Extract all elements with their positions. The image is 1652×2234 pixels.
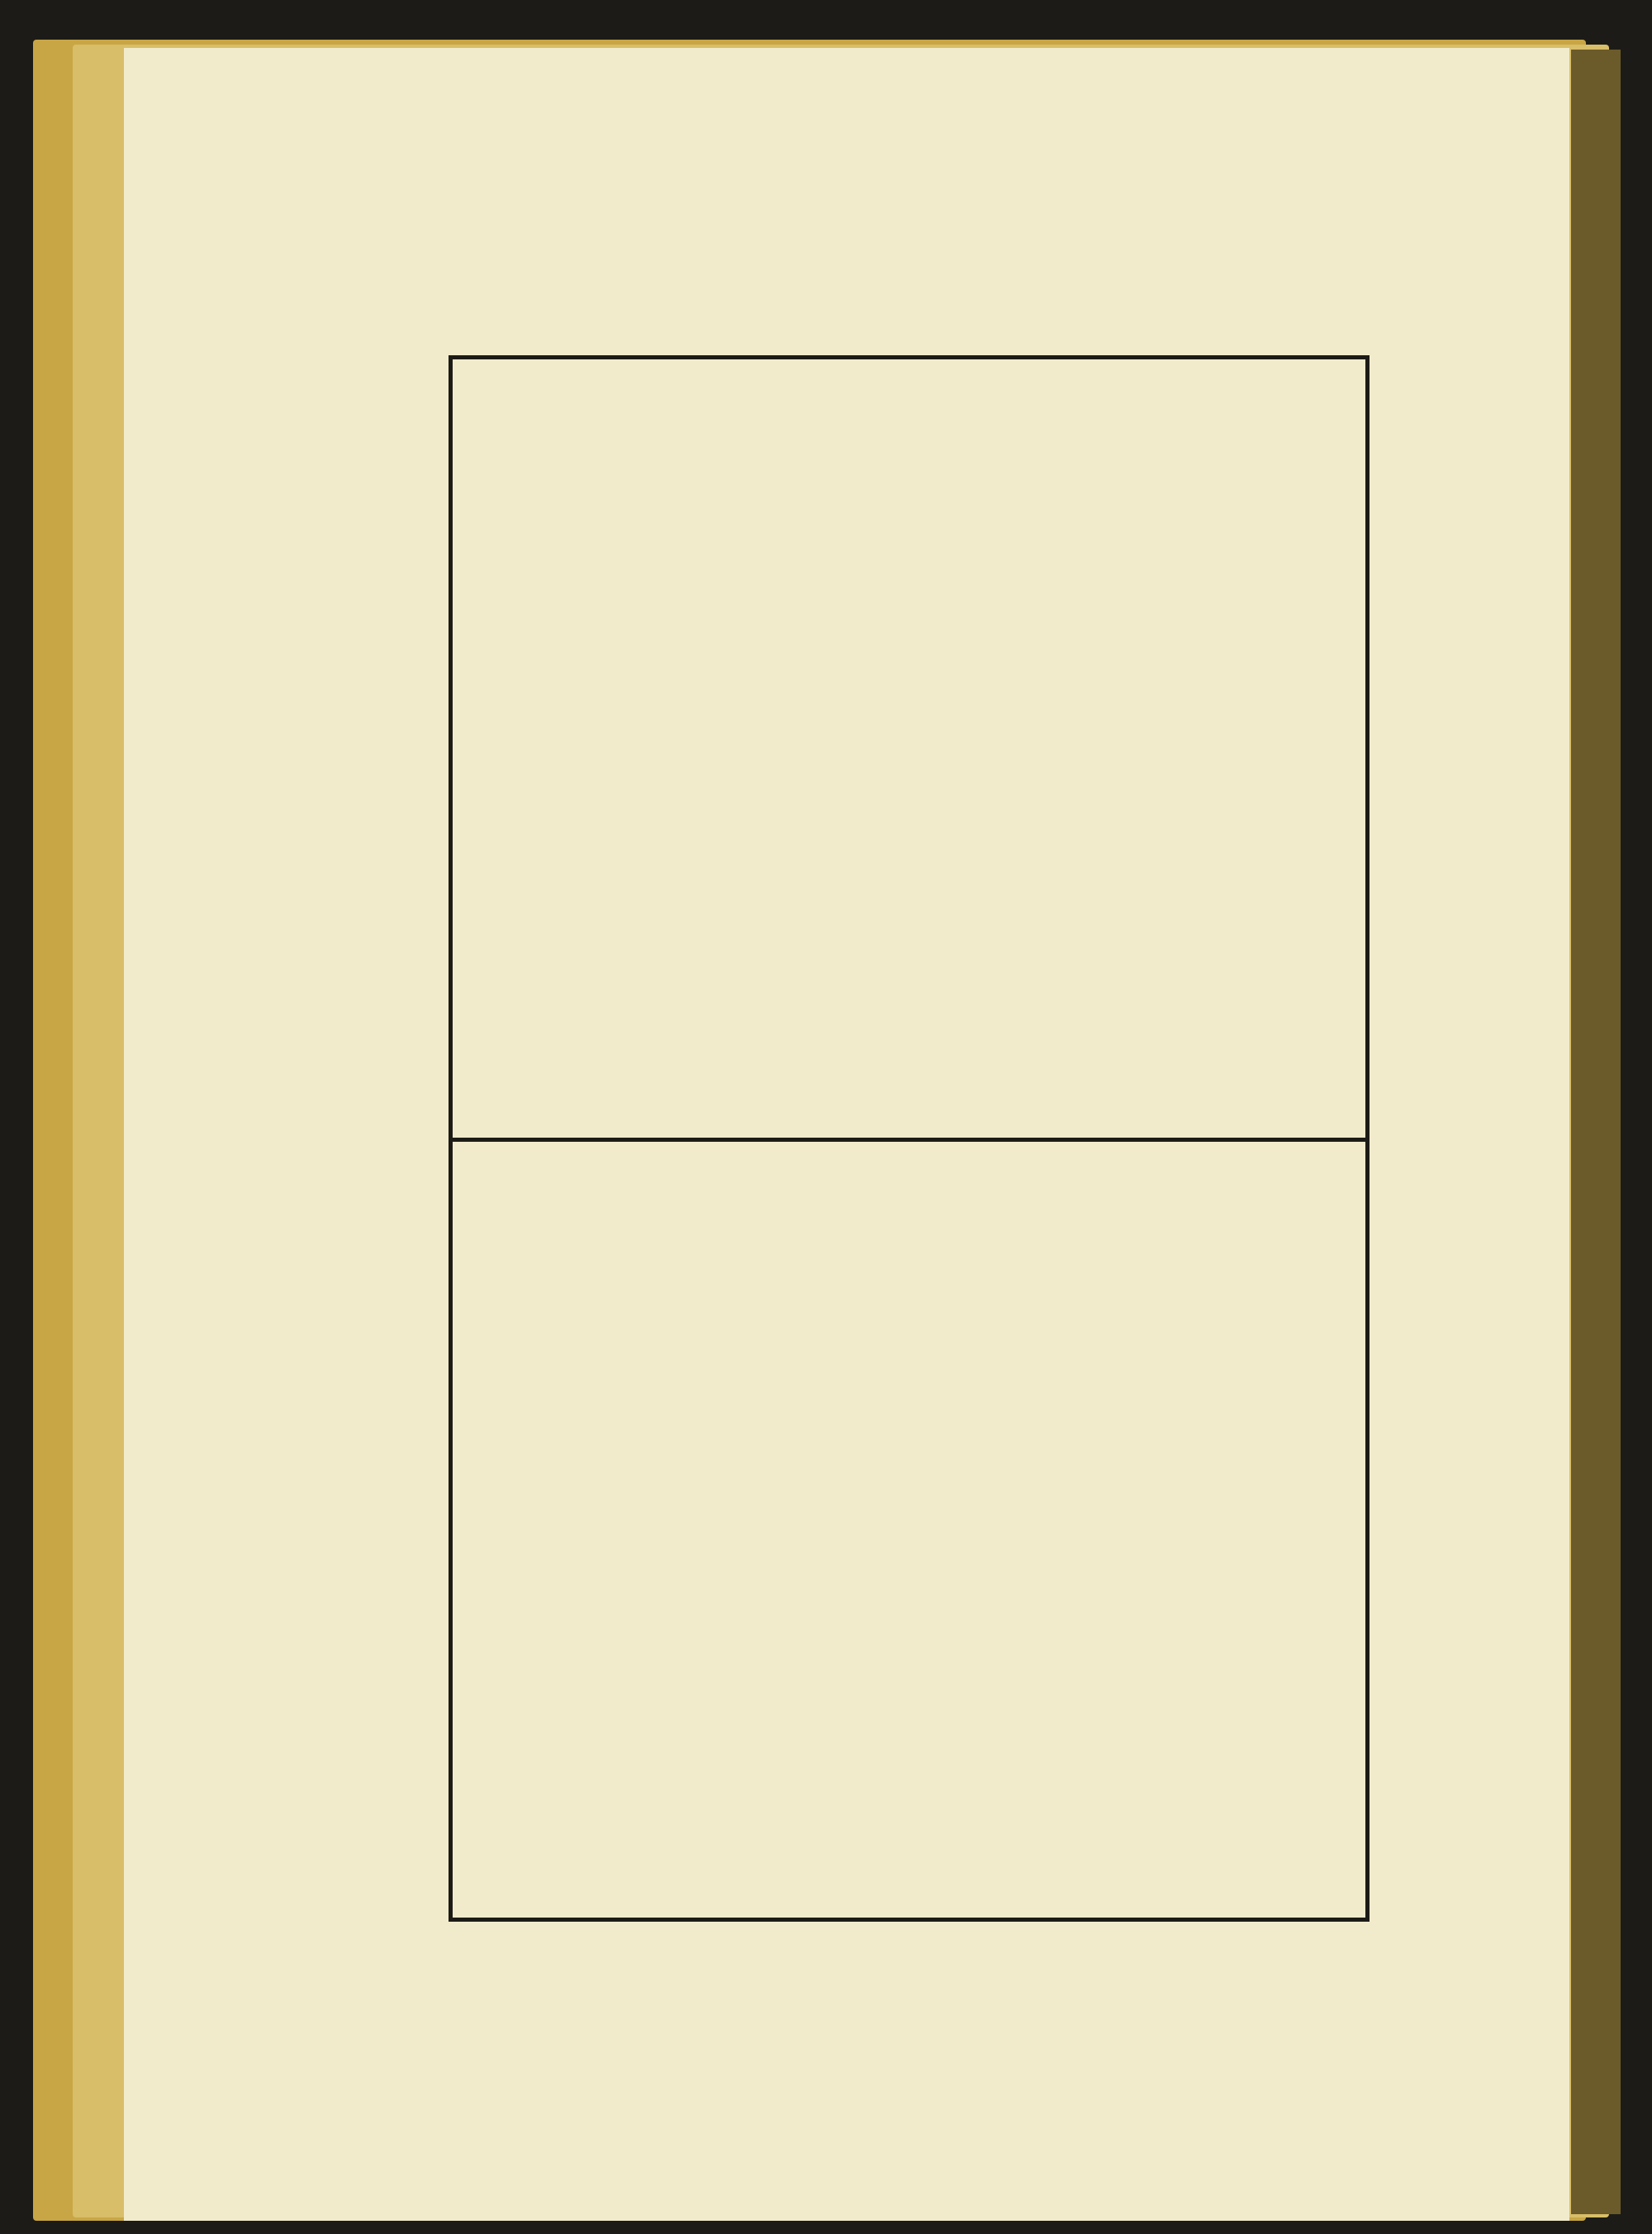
boring-register-table-top (449, 355, 1370, 1142)
boring-register-table-bottom (449, 1142, 1370, 1922)
book-gutter (1571, 50, 1621, 2214)
